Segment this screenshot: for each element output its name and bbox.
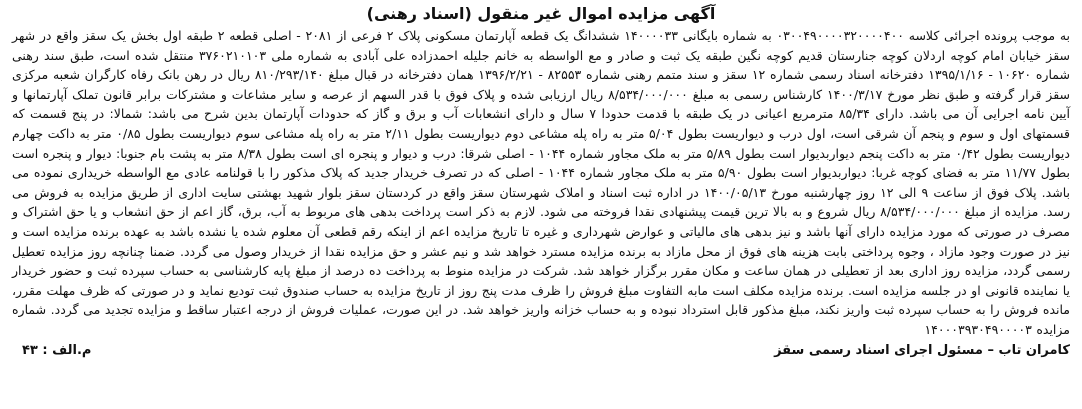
notice-code: م.الف : ۴۳	[22, 342, 92, 358]
notice-body: به موجب پرونده اجرائی کلاسه ۰۳۰۰۴۹۰۰۰۰۳۲۰۰۰۰۴۰۰ به شماره بایگانی ۱۴۰۰۰۰۳۳ ششدانگ یک قطعه آپارتمان مسکونی پلاک ۲ فرعی از ۲۰۸۱ - اصلی قطعه ۲ طبقه اول بخش یک سقز واقع در شهر سقز خیابان امام کوچه اردلان کوچه جنارستان قدیم کوچه نگین طبقه یک ثبت و صادر و مع الواسطه به خانم جلیله احمدزاده علی آبادی به شماره ملی ۳۷۶۰۲۱۰۱۰۳ منتقل شده است، طبق سند رهنی شماره ۱۰۶۲۰ - ۱۳۹۵/۱/۱۶ دفترخانه اسناد رسمی شماره ۱۲ سقز و سند متمم رهنی شماره ۸۲۵۵۳ - ۱۳۹۶/۲/۲۱ همان دفترخانه در قبال مبلغ ۸۱۰/۲۹۳/۱۴۰ ریال در رهن بانک رفاه کارگران شعبه مرکزی سقز قرار گرفته و طبق نظر مورخ ۱۴۰۰/۳/۱۷ کارشناس رسمی به مبلغ ۸/۵۳۴/۰۰۰/۰۰۰ ریال ارزیابی شده و پلاک فوق با قدر السهم از عرصه و سایر مشاعات و مشترکات برابر قانون تملک آپارتمانها و آیین نامه اجرایی آن می باشد. دارای ۸۵/۳۴ مترمربع اعیانی در یک طبقه با قدمت حدودا ۷ سال و دارای انشعابات آب و برق و گاز که حدودات آپارتمان بدین شرح می باشد: شمالا: در پنج قسمت که قسمتهای اول و سوم و پنجم آن شرقی است، اول درب و دیواریست بطول ۵/۰۴ متر به راه پله مشاعی دوم دیواریست بطول ۲/۱۱ متر به راه پله مشاعی سوم دیواریست بطول ۰/۸۵ متر به داکت چهارم دیواریست بطول ۰/۴۲ متر به داکت پنجم دیواربدیوار است بطول ۵/۸۹ متر به ملک مجاور شماره ۱۰۴۴ - اصلی شرقا: درب و دیوار و پنجره ای است بطول ۸/۳۸ متر به پشت بام جنوبا: دیوار و پنجره است بطول ۱۱/۷۷ متر به فضای کوچه غربا: دیواربدیوار است بطول ۵/۹۰ متر به ملک مجاور شماره ۱۰۴۴ - اصلی که در تصرف خریدار جدید که پلاک مذکور را با قولنامه عادی مع الواسطه خریداری نموده می باشد. پلاک فوق از ساعت ۹ الی ۱۲ روز چهارشنبه مورخ ۱۴۰۰/۰۵/۱۳ در اداره ثبت اسناد و املاک شهرستان سقز واقع در کردستان سقز بلوار شهید بهشتی سایت اداری از طریق مزایده به فروش می رسد. مزایده از مبلغ ۸/۵۳۴/۰۰۰/۰۰۰ ریال شروع و به بالا ترین قیمت پیشنهادی نقدا فروخته می شود. لازم به ذکر است پرداخت بدهی های مربوط به آب، برق، گاز اعم از حق انشعاب و یا حق اشتراک و مصرف در صورتی که مورد مزایده دارای آنها باشد و نیز بدهی های مالیاتی و عوارض شهرداری و غیره تا تاریخ مزایده اعم از اینکه رقم قطعی آن معلوم شده یا نشده باشد به عهده برنده مزایده است و نیز در صورت وجود مازاد ، وجوه پرداختی بابت هزینه های فوق از محل مازاد به برنده مزایده مسترد خواهد شد و نیم عشر و حق مزایده نقدا از خریدار وصول می گردد. ضمنا چنانچه روز مزایده تعطیل رسمی گردد، مزایده روز اداری بعد از تعطیلی در همان ساعت و مکان مقرر برگزار خواهد شد. شرکت در مزایده منوط به پرداخت ده درصد از مبلغ پایه کارشناسی به حساب سپرده ثبت و حضور خریدار یا نماینده قانونی او در جلسه مزایده است. برنده مزایده مکلف است مابه التفاوت مبلغ فروش را ظرف مدت پنج روز از تاریخ مزایده به حساب صندوق ثبت توديع نماید و در صورتی که ظرف مهلت مقرر، مانده فروش را به حساب سپرده ثبت واریز نکند، مبلغ مذکور قابل استرداد نبوده و به حساب خزانه واریز خواهد شد. در این صورت، عملیات فروش از درجه اعتبار ساقط و مزایده تجدید می گردد. شماره مزایده ۱۴۰۰۰۳۹۳۰۴۹۰۰۰۰۳	[12, 28, 1071, 337]
notice-signature: کامران تاب – مسئول اجرای اسناد رسمی سقز	[774, 342, 1070, 358]
notice-footer	[12, 341, 1070, 361]
auction-notice	[4, 4, 1078, 405]
notice-title: آگهی مزایده اموال غیر منقول (اسناد رهنی)	[366, 4, 716, 23]
